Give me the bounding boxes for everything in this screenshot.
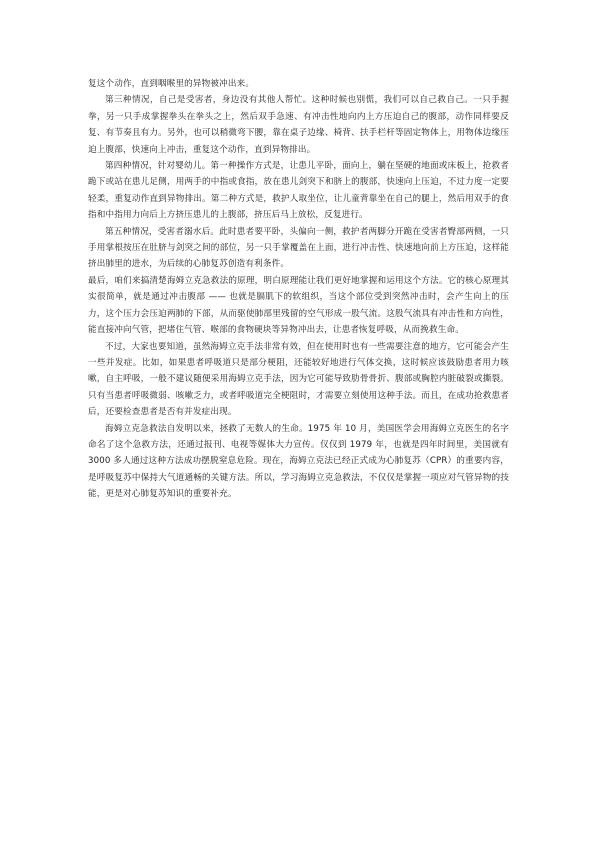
paragraph-continuation: 复这个动作，直到咽喉里的异物被冲出来。 xyxy=(88,79,255,89)
paragraph-principle: 最后，咱们来搞清楚海姆立克急救法的原理，明白原理能让我们更好地掌握和运用这个方法。它的核心原理其实很简单，就是通过冲击腹部 —— 也就是膈肌下的软组织，当这个部位受到突然冲击时，会产生向上的压力，这个压力会压迫两肺的下部，从而驱使肺部里残留的空气形成一股气流。这股气流具有冲击性和方向性，能直接冲向气管，把堵住气管、喉部的食物硬块等异物冲出去，让患者恢复呼吸，从而挽救生命。 xyxy=(88,275,509,336)
paragraph-complications: 不过，大家也要知道，虽然海姆立克手法非常有效，但在使用时也有一些需要注意的地方，它可能会产生一些并发症。比如，如果患者呼吸道只是部分梗阻，还能较好地进行气体交换，这时候应该鼓励患者用力咳嗽，自主呼吸，一般不建议随便采用海姆立克手法，因为它可能导致肋骨骨折、腹部或胸腔内脏破裂或撕裂。只有当患者呼吸微弱、咳嗽乏力，或者呼吸道完全梗阻时，才需要立刻使用这种手法。而且，在成功抢救患者后，还要检查患者是否有并发症出现。 xyxy=(88,341,509,418)
paragraph-case-three: 第三种情况，自己是受害者，身边没有其他人帮忙。这种时候也别慌，我们可以自己救自己。一只手握拳，另一只手成掌握拳头在拳头之上，然后双手急速、有冲击性地向内上方压迫自己的腹部，动作同样要反复、有节奏且有力。另外，也可以稍微弯下腰，靠在桌子边缘、椅背、扶手栏杆等固定物体上，用物体边缘压迫上腹部，快速向上冲击，重复这个动作，直到异物排出。 xyxy=(88,95,509,155)
paragraph-history: 海姆立克急救法自发明以来，拯救了无数人的生命。1975 年 10 月，美国医学会用海姆立克医生的名字命名了这个急救方法，还通过报刊、电视等媒体大力宣传。仅仅到 1979 年，也就是四年时间里，美国就有 3000 多人通过这种方法成功摆脱窒息危险。现在，海姆立克法已经正式成为心肺复苏（CPR）的重要内容，是呼吸复苏中保持大气道通畅的关键方法。所以，学习海姆立克急救法，不仅仅是掌握一项应对气管异物的技能，更是对心肺复苏知识的重要补充。 xyxy=(88,423,509,500)
paragraph-case-four: 第四种情况，针对婴幼儿。第一种操作方式是，让患儿平卧，面向上，躺在坚硬的地面或床板上，抢救者跪下或站在患儿足侧，用两手的中指或食指，放在患儿剑突下和脐上的腹部，快速向上压迫，不过力度一定要轻柔，重复动作直到异物排出。第二种方式是，救护人取坐位，让儿童背靠坐在自己的腿上，然后用双手的食指和中指用力向后上方挤压患儿的上腹部，挤压后马上放松，反复进行。 xyxy=(88,161,509,221)
document-page xyxy=(88,76,509,503)
paragraph-case-five: 第五种情况，受害者溺水后。此时患者要平卧，头偏向一侧，救护者两脚分开跪在受害者臀部两侧，一只手用掌根按压在肚脐与剑突之间的部位，另一只手掌覆盖在上面，进行冲击性、快速地向前上方压迫，这样能挤出肺里的进水，为后续的心肺复苏创造有利条件。 xyxy=(88,226,509,270)
